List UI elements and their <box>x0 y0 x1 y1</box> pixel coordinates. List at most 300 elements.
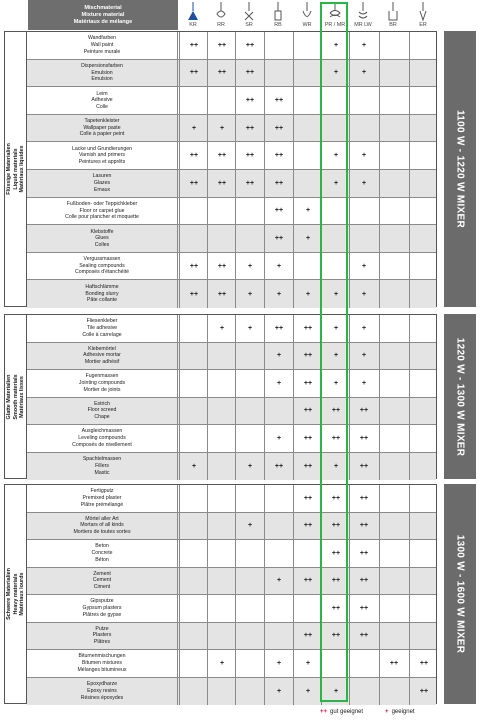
rating-cell <box>349 198 378 225</box>
rating-cell: + <box>293 650 322 677</box>
section-label-line: Matériaux lisses <box>18 375 25 418</box>
side-bar-0 <box>444 31 476 307</box>
rating-cell: + <box>349 142 378 169</box>
rating-cell: ++ <box>293 425 322 452</box>
rating-cell <box>379 425 408 452</box>
rating-cell <box>349 678 378 706</box>
header-col-mr-lw <box>348 0 377 30</box>
row-label-line: Klebstoffe <box>90 228 114 235</box>
row-material-label <box>27 142 178 169</box>
row-label-line: Emulsion <box>91 69 113 76</box>
row-label-line: Gipsputze <box>90 598 114 605</box>
rating-cell <box>409 370 438 397</box>
row-label-line: Putze <box>95 625 109 632</box>
section-label-line: Smooth materials <box>12 373 19 420</box>
legend-ok-symbol: + <box>385 709 389 715</box>
rating-cell: ++ <box>293 343 322 370</box>
table-row <box>27 425 436 453</box>
rating-cell: + <box>293 678 322 706</box>
table-row <box>27 198 436 226</box>
rating-cell <box>179 485 208 512</box>
rating-cell: + <box>235 253 264 280</box>
rating-cell <box>379 623 408 650</box>
rating-cell: ++ <box>349 453 378 481</box>
rating-cell <box>179 370 208 397</box>
rating-cell <box>235 425 264 452</box>
rating-cell <box>293 595 322 622</box>
rating-cell: ++ <box>321 398 350 425</box>
rating-cell: ++ <box>293 568 322 595</box>
rating-cell: ++ <box>179 170 208 197</box>
rating-cell: ++ <box>235 115 264 142</box>
rating-cell: + <box>264 568 293 595</box>
row-label-line: Wandfarben <box>87 35 117 42</box>
header-col-code: KR <box>189 22 197 28</box>
section-label-line: Schwere Materialien <box>5 568 12 620</box>
row-label-line: Varnish and primers <box>78 152 126 159</box>
section-0 <box>4 31 437 307</box>
row-label-line: Klebemörtel <box>88 345 116 352</box>
rating-cell: ++ <box>264 225 293 252</box>
rating-cell <box>409 425 438 452</box>
rating-cell <box>235 370 264 397</box>
rating-cell: + <box>321 370 350 397</box>
table-row <box>27 343 436 371</box>
rating-cell <box>409 315 438 342</box>
rating-cell <box>207 425 236 452</box>
rating-cell: + <box>179 453 208 481</box>
section-2 <box>4 484 437 704</box>
rating-cell: + <box>349 315 378 342</box>
row-material-label <box>27 513 178 540</box>
row-label-line: Mörtel aller Art <box>85 515 119 522</box>
row-material-label <box>27 678 178 706</box>
legend-good <box>320 709 363 715</box>
row-material-label <box>27 453 178 481</box>
row-label-line: Colles <box>94 241 110 248</box>
rating-cell <box>379 253 408 280</box>
table-row <box>27 485 436 513</box>
header-col-code: RR <box>217 22 225 28</box>
row-label-line: Colle pour plancher et moquette <box>65 214 139 221</box>
table-row <box>27 315 436 343</box>
table-row <box>27 568 436 596</box>
table-row <box>27 678 436 706</box>
rating-cell <box>379 198 408 225</box>
rating-cell: ++ <box>179 280 208 308</box>
rating-cell <box>264 595 293 622</box>
rating-cell: + <box>321 343 350 370</box>
rating-cell <box>207 595 236 622</box>
row-label-line: Jointing compounds <box>78 379 126 386</box>
row-label-line: Mortier adhésif <box>84 359 120 366</box>
rating-cell: ++ <box>207 253 236 280</box>
rating-cell: ++ <box>264 142 293 169</box>
header-col-wr <box>292 0 321 30</box>
rating-cell: + <box>179 115 208 142</box>
rating-cell: ++ <box>264 453 293 481</box>
table-row <box>27 280 436 308</box>
rating-cell <box>179 225 208 252</box>
row-label-line: Beton <box>95 543 109 550</box>
header-col-rb <box>263 0 292 30</box>
rating-cell: + <box>349 60 378 87</box>
rating-cell: ++ <box>264 170 293 197</box>
row-label-line: Mortier de joints <box>83 386 121 393</box>
row-material-label <box>27 540 178 567</box>
row-label-line: Fertigputz <box>90 488 114 495</box>
legend-good-symbol: ++ <box>320 709 328 715</box>
section-1 <box>4 314 437 479</box>
header-col-kr <box>178 0 207 30</box>
row-material-label <box>27 568 178 595</box>
rating-cell: + <box>293 198 322 225</box>
rating-cell: ++ <box>321 568 350 595</box>
rating-cell <box>409 32 438 59</box>
table-row <box>27 370 436 398</box>
rating-cell: ++ <box>321 623 350 650</box>
row-label-line: Peinture murale <box>83 48 121 55</box>
rating-cell <box>179 650 208 677</box>
row-label-line: Composés d'étanchéité <box>74 269 130 276</box>
row-label-line: Pâte collante <box>87 297 117 304</box>
rating-cell <box>207 398 236 425</box>
rating-cell <box>293 115 322 142</box>
rating-cell <box>379 513 408 540</box>
side-bar-1 <box>444 314 476 479</box>
rating-cell: ++ <box>349 595 378 622</box>
rating-cell <box>264 513 293 540</box>
rating-cell: + <box>349 32 378 59</box>
table-row <box>27 623 436 651</box>
row-label-line: Emaux <box>93 186 111 193</box>
header-col-code: ER <box>419 22 427 28</box>
rating-cell <box>379 485 408 512</box>
rating-cell: ++ <box>179 253 208 280</box>
row-label-line: Résines époxydes <box>80 694 124 701</box>
rating-cell <box>349 115 378 142</box>
rating-cell <box>235 225 264 252</box>
rating-cell <box>379 678 408 706</box>
row-material-label <box>27 650 178 677</box>
row-label-line: Mélanges bitumineux <box>77 666 127 673</box>
rating-cell: + <box>349 343 378 370</box>
rating-cell <box>264 32 293 59</box>
table-row <box>27 253 436 281</box>
rating-cell: ++ <box>179 142 208 169</box>
rating-cell <box>293 170 322 197</box>
rating-cell <box>379 453 408 481</box>
rating-cell: ++ <box>264 115 293 142</box>
rating-cell: ++ <box>179 32 208 59</box>
rating-cell: ++ <box>321 485 350 512</box>
header-col-br <box>378 0 407 30</box>
row-material-label <box>27 370 178 397</box>
rating-cell: + <box>264 650 293 677</box>
rating-cell <box>379 170 408 197</box>
section-label-line: Heavy materials <box>12 573 19 615</box>
rating-cell: ++ <box>349 540 378 567</box>
side-bar-text: 1100 W - 1220 W MIXER <box>454 109 466 229</box>
rating-cell <box>179 198 208 225</box>
rating-cell: ++ <box>409 650 438 677</box>
rating-cell <box>379 225 408 252</box>
row-label-line: Epoxy resins <box>87 687 117 694</box>
header-col-code: RB <box>274 22 282 28</box>
rating-cell: + <box>321 280 350 308</box>
row-label-line: Wall paint <box>90 42 114 48</box>
row-material-label <box>27 280 178 308</box>
rating-cell <box>235 485 264 512</box>
rating-cell <box>409 142 438 169</box>
rating-cell: ++ <box>207 142 236 169</box>
section-label-text <box>6 568 26 620</box>
row-label-line: Bitumenmischungen <box>78 653 126 660</box>
row-label-line: Glues <box>95 235 109 242</box>
rating-cell <box>409 280 438 308</box>
row-label-line: Plâtres <box>93 639 111 646</box>
rating-cell: + <box>264 280 293 308</box>
rating-cell <box>379 142 408 169</box>
header-label-de: Mischmaterial <box>84 4 122 11</box>
rating-cell <box>379 540 408 567</box>
legend-ok-label: geeignet <box>391 709 415 715</box>
rating-cell <box>349 225 378 252</box>
rating-cell: + <box>321 170 350 197</box>
rating-cell <box>179 343 208 370</box>
rating-cell <box>409 453 438 481</box>
rating-cell <box>207 343 236 370</box>
row-material-label <box>27 398 178 425</box>
row-label-line: Sealing compounds <box>79 262 125 269</box>
rating-cell: ++ <box>349 623 378 650</box>
row-material-label <box>27 198 178 225</box>
legend-ok <box>385 709 415 715</box>
rating-cell <box>379 398 408 425</box>
row-material-label <box>27 170 178 197</box>
rating-cell: + <box>264 370 293 397</box>
table-row <box>27 513 436 541</box>
rating-cell: + <box>235 315 264 342</box>
rating-cell <box>293 60 322 87</box>
row-material-label <box>27 253 178 280</box>
rating-cell: + <box>349 370 378 397</box>
rating-cell: ++ <box>235 32 264 59</box>
row-label-line: Bonding slurry <box>85 290 119 297</box>
rating-cell: + <box>321 315 350 342</box>
row-label-line: Fillers <box>95 462 109 469</box>
section-label-line: Liquid materials <box>12 148 19 190</box>
rating-cell <box>321 225 350 252</box>
rating-cell: + <box>349 253 378 280</box>
rating-cell <box>235 650 264 677</box>
row-label-line: Béton <box>95 556 109 563</box>
table-row <box>27 115 436 143</box>
row-label-line: Plâtre prémélangé <box>80 501 124 508</box>
row-material-label <box>27 60 178 87</box>
rating-cell <box>321 115 350 142</box>
rating-cell <box>264 540 293 567</box>
rating-cell <box>235 568 264 595</box>
rating-cell <box>235 540 264 567</box>
rating-cell: ++ <box>293 315 322 342</box>
rating-cell <box>409 485 438 512</box>
rating-cell: + <box>207 315 236 342</box>
header-col-pr-mr <box>320 0 349 30</box>
rating-cell: ++ <box>264 87 293 114</box>
header-col-code: BR <box>389 22 397 28</box>
rating-cell <box>235 343 264 370</box>
table-row <box>27 398 436 426</box>
table-row <box>27 453 436 481</box>
table-row <box>27 595 436 623</box>
row-label-line: Mortars of all kinds <box>80 522 124 529</box>
row-label-line: Estrich <box>94 400 110 407</box>
side-bar-text: 1220 W - 1300 W MIXER <box>454 337 466 456</box>
rating-cell <box>409 87 438 114</box>
rating-cell <box>409 343 438 370</box>
row-label-line: Dispersionsfarben <box>81 63 123 69</box>
row-material-label <box>27 425 178 452</box>
header-label <box>28 0 178 30</box>
rating-cell <box>264 60 293 87</box>
row-label-line: Floor or carpet glue <box>79 207 125 214</box>
rating-cell: + <box>349 170 378 197</box>
rating-cell <box>409 198 438 225</box>
rating-cell <box>179 595 208 622</box>
row-label-line: Ausgleichmassen <box>81 428 123 435</box>
row-label-line: Bitumen mixtures <box>81 659 123 666</box>
row-label-line: Fugenmassen <box>85 373 119 380</box>
rating-cell: + <box>321 60 350 87</box>
row-material-label <box>27 225 178 252</box>
row-label-line: Cement <box>92 577 112 584</box>
row-label-line: Peintures et apprêts <box>78 158 126 165</box>
rating-cell: ++ <box>207 280 236 308</box>
rating-cell <box>235 623 264 650</box>
section-label-line: Matériaux lourds <box>18 572 25 616</box>
rating-cell: + <box>235 453 264 481</box>
rating-cell <box>409 595 438 622</box>
rating-cell: ++ <box>321 513 350 540</box>
rating-cell: + <box>293 280 322 308</box>
header-col-rr <box>206 0 235 30</box>
row-label-line: Haftschlämme <box>85 284 119 291</box>
rating-cell <box>207 225 236 252</box>
rating-cell <box>379 60 408 87</box>
rating-cell: ++ <box>293 398 322 425</box>
rating-cell <box>409 568 438 595</box>
rating-cell: ++ <box>264 198 293 225</box>
row-label-line: Colle à papier peint <box>79 131 125 138</box>
row-label-line: Vergussmassen <box>83 256 121 263</box>
rating-cell <box>349 87 378 114</box>
rating-cell: + <box>293 225 322 252</box>
row-label-line: Tapetenkleister <box>84 118 120 125</box>
rating-cell <box>179 540 208 567</box>
table-row <box>27 60 436 88</box>
rating-cell <box>235 595 264 622</box>
row-label-line: Premixed plaster <box>82 494 122 501</box>
row-label-line: Emulsion <box>91 76 113 83</box>
rating-cell: + <box>321 142 350 169</box>
rating-cell <box>409 540 438 567</box>
table-row <box>27 225 436 253</box>
rating-cell <box>179 87 208 114</box>
table-row <box>27 32 436 60</box>
rating-cell <box>409 513 438 540</box>
legend <box>320 709 480 715</box>
rating-cell: + <box>235 280 264 308</box>
row-material-label <box>27 343 178 370</box>
rating-cell: + <box>264 253 293 280</box>
row-label-line: Floor screed <box>87 407 117 414</box>
table-row <box>27 142 436 170</box>
rating-cell <box>379 87 408 114</box>
rating-cell: ++ <box>293 623 322 650</box>
rating-cell <box>235 398 264 425</box>
row-label-line: Glazes <box>93 180 111 186</box>
rating-cell <box>379 32 408 59</box>
rating-cell: ++ <box>264 315 293 342</box>
rating-cell <box>409 170 438 197</box>
rating-cell <box>379 595 408 622</box>
row-label-line: Ciment <box>93 584 111 591</box>
row-label-line: Lasuren <box>92 173 112 180</box>
rating-cell: ++ <box>235 142 264 169</box>
rating-cell: ++ <box>207 170 236 197</box>
rating-cell <box>409 60 438 87</box>
row-label-line: Composés de nivellement <box>72 441 132 448</box>
row-material-label <box>27 32 178 59</box>
row-label-line: Leveling compounds <box>78 434 126 441</box>
rating-cell <box>207 568 236 595</box>
section-label <box>5 32 27 306</box>
rating-cell: + <box>207 650 236 677</box>
rating-cell <box>409 623 438 650</box>
rating-cell <box>293 32 322 59</box>
rating-cell: ++ <box>235 60 264 87</box>
rating-cell: ++ <box>293 485 322 512</box>
rating-cell <box>235 678 264 706</box>
rating-cell <box>293 142 322 169</box>
rating-cell <box>293 87 322 114</box>
rating-cell: ++ <box>207 60 236 87</box>
rating-cell <box>207 370 236 397</box>
rating-cell: + <box>264 678 293 706</box>
rating-cell: ++ <box>349 398 378 425</box>
header-col-sr <box>234 0 263 30</box>
rating-cell <box>179 678 208 706</box>
rating-cell <box>207 540 236 567</box>
row-label-line: Concrete <box>91 549 113 556</box>
section-label <box>5 485 27 703</box>
rating-cell: ++ <box>349 513 378 540</box>
rating-cell <box>207 623 236 650</box>
row-label-line: Plâtres de gypse <box>82 611 122 618</box>
row-label-line: Fliesenkleber <box>86 318 118 325</box>
rating-cell <box>379 115 408 142</box>
rating-cell: ++ <box>349 568 378 595</box>
table-row <box>27 170 436 198</box>
rating-cell: + <box>321 32 350 59</box>
rating-cell <box>379 568 408 595</box>
section-label-text <box>6 143 26 195</box>
row-material-label <box>27 623 178 650</box>
rating-cell <box>207 513 236 540</box>
rating-cell: + <box>321 453 350 481</box>
rating-cell <box>293 253 322 280</box>
